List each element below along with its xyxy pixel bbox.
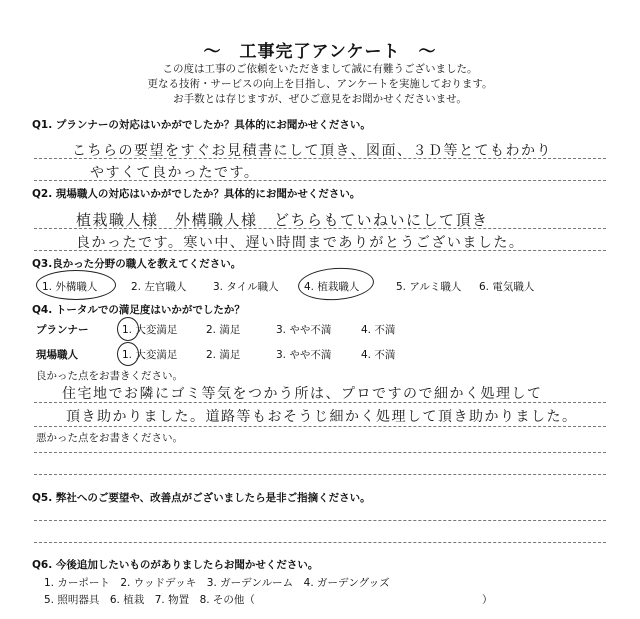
q3-option-2[interactable]: 2. 左官職人 [131, 281, 187, 293]
q1-answer-line-2: やすくて良かったです。 [90, 165, 260, 181]
q1-answer-line-1: こちらの要望をすぐお見積書にして頂き、図面、３Ｄ等とてもわかり [72, 143, 552, 159]
q3-option-5[interactable]: 5. アルミ職人 [396, 281, 462, 293]
bad-points-label: 悪かった点をお書きください。 [36, 432, 183, 444]
intro-line-1: この度は工事のご依頼をいただきまして誠に有難うございました。 [162, 63, 478, 75]
answer-line [34, 158, 606, 159]
good-points-label: 良かった点をお書きください。 [36, 370, 183, 382]
q6-options-row-1[interactable]: 1. カーポート 2. ウッドデッキ 3. ガーデンルーム 4. ガーデングッズ [44, 577, 390, 589]
craftsman-option-3[interactable]: 3. やや不満 [276, 349, 332, 361]
craftsman-label: 現場職人 [36, 349, 78, 361]
q6-question: Q6. 今後追加したいものがありましたらお聞かせください。 [32, 559, 319, 571]
q3-option-1[interactable]: 1. 外構職人 [42, 281, 98, 293]
q6-options-row-2[interactable]: 5. 照明器具 6. 植栽 7. 物置 8. その他（ [44, 594, 255, 606]
intro-line-2: 更なる技術・サービスの向上を目指し、アンケートを実施しております。 [147, 78, 493, 90]
good-answer-line-1: 住宅地でお隣にゴミ等気をつかう所は、プロですので細かく処理して [62, 386, 543, 402]
q2-answer-line-2: 良かったです。寒い中、遅い時間までありがとうございました。 [76, 235, 525, 251]
q3-option-6[interactable]: 6. 電気職人 [479, 281, 535, 293]
good-answer-line-2: 頂き助かりました。道路等もおそうじ細かく処理して頂き助かりました。 [66, 409, 578, 425]
craftsman-option-1[interactable]: 1. 大変満足 [122, 349, 178, 361]
q2-question: Q2. 現場職人の対応はいかがでしたか？具体的にお聞かせください。 [32, 188, 361, 200]
answer-line [34, 452, 606, 453]
answer-line [34, 426, 606, 427]
selection-circle [117, 317, 139, 341]
craftsman-option-2[interactable]: 2. 満足 [206, 349, 241, 361]
answer-line [34, 542, 606, 543]
survey-title: 〜 工事完了アンケート 〜 [203, 42, 437, 62]
planner-option-3[interactable]: 3. やや不満 [276, 324, 332, 336]
planner-label: プランナー [36, 324, 89, 336]
q1-question: Q1. プランナーの対応はいかがでしたか？具体的にお聞かせください。 [32, 119, 371, 131]
q2-answer-line-1: 植栽職人様 外構職人様 どちらもていねいにして頂き [76, 211, 489, 229]
craftsman-option-4[interactable]: 4. 不満 [361, 349, 396, 361]
answer-line [34, 228, 606, 229]
planner-option-1[interactable]: 1. 大変満足 [122, 324, 178, 336]
answer-line [34, 250, 606, 251]
q5-question: Q5. 弊社へのご要望や、改善点がございましたら是非ご指摘ください。 [32, 492, 371, 504]
q4-question: Q4. トータルでの満足度はいかがでしたか？ [32, 304, 245, 316]
q3-question: Q3.良かった分野の職人を教えてください。 [32, 258, 242, 270]
q3-option-3[interactable]: 3. タイル職人 [213, 281, 279, 293]
answer-line [34, 474, 606, 475]
answer-line [34, 402, 606, 403]
answer-line [34, 180, 606, 181]
selection-circle [117, 342, 139, 366]
planner-option-4[interactable]: 4. 不満 [361, 324, 396, 336]
intro-line-3: お手数とは存じますが、ぜひご意見をお聞かせくださいませ。 [173, 93, 467, 105]
q3-option-4[interactable]: 4. 植栽職人 [304, 281, 360, 293]
selection-circle [297, 265, 375, 302]
planner-option-2[interactable]: 2. 満足 [206, 324, 241, 336]
selection-circle [36, 270, 116, 300]
q6-close-paren: ） [482, 594, 493, 606]
answer-line [34, 520, 606, 521]
